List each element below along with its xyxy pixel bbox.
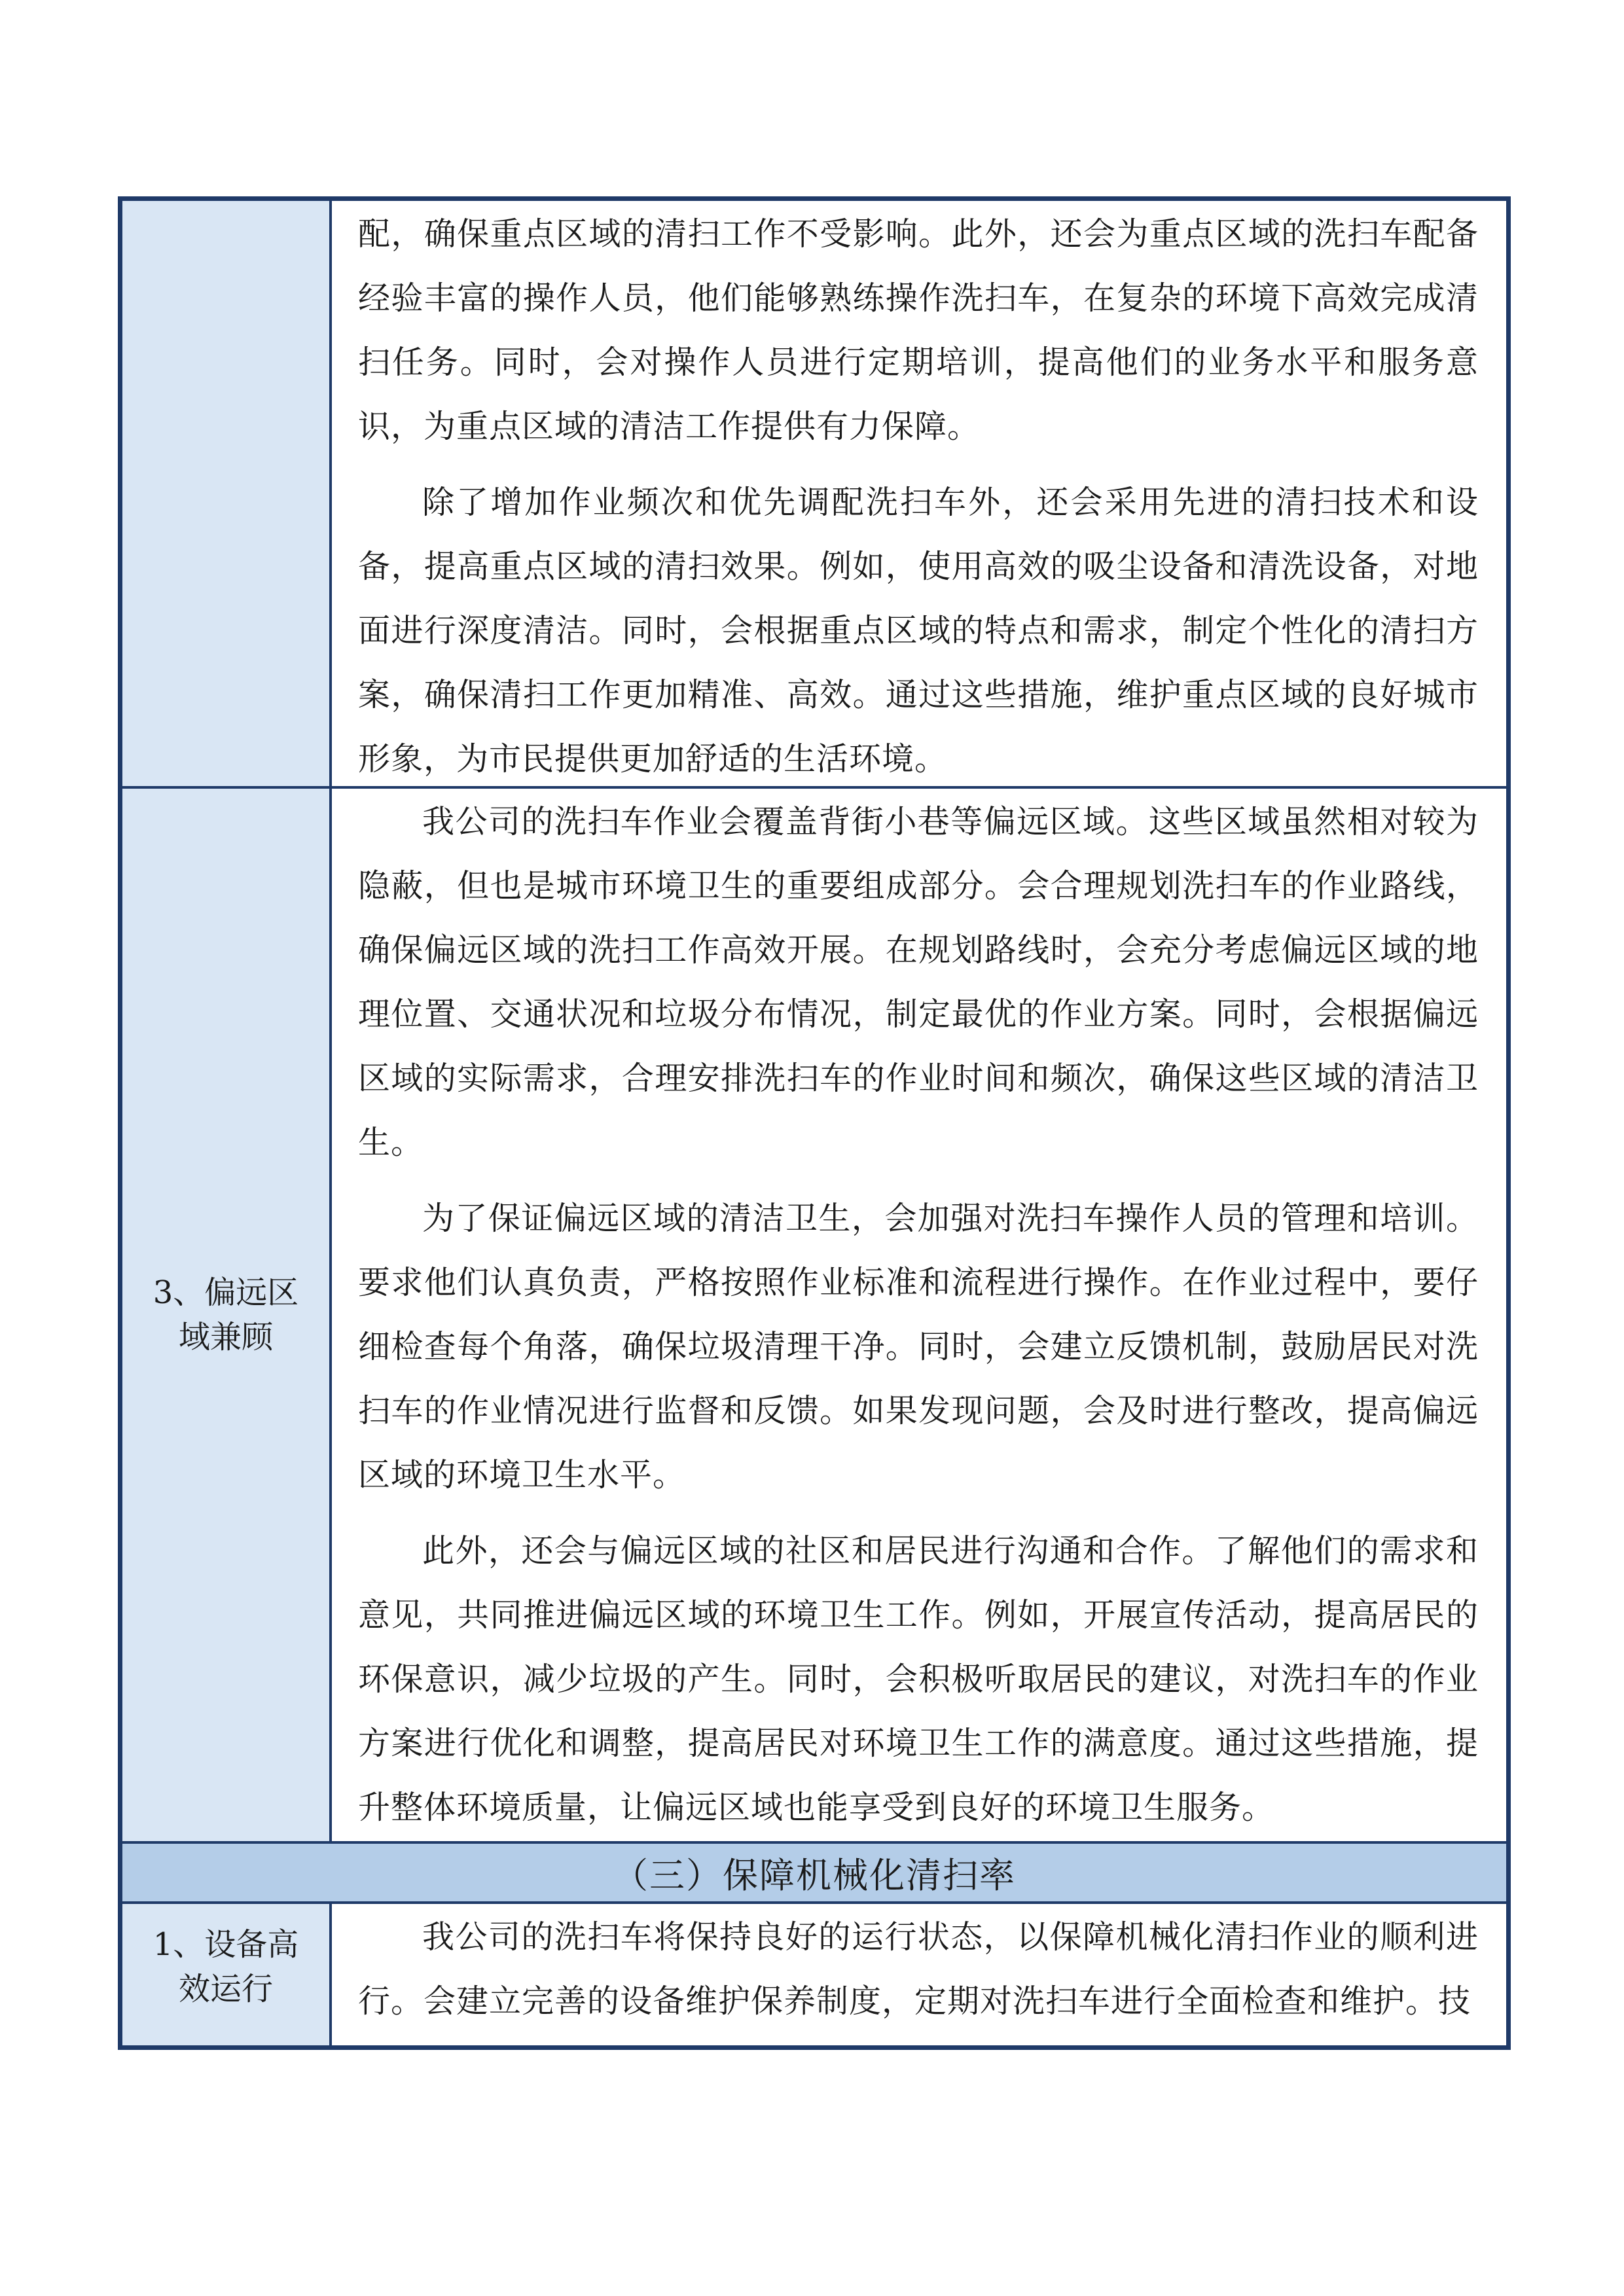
paragraph: 除了增加作业频次和优先调配洗扫车外，还会采用先进的清扫技术和设备，提高重点区域的清扫效果。例如，使用高效的吸尘设备和清洗设备，对地面进行深度清洁。同时，会根据重点区域的特点和需求，制定个性化的清扫方案，确保清扫工作更加精准、高效。通过这些措施，维护重点区域的良好城市形象，为市民提供更加舒适的生活环境。 — [358, 484, 1479, 778]
row-label: 1、设备高效运行 — [153, 1926, 299, 2007]
paragraph: 此外，还会与偏远区域的社区和居民进行沟通和合作。了解他们的需求和意见，共同推进偏远区域的环境卫生工作。例如，开展宣传活动，提高居民的环保意识，减少垃圾的产生。同时，会积极听取居民的建议，对洗扫车的作业方案进行优化和调整，提高居民对环境卫生工作的满意度。通过这些措施，提升整体环境质量，让偏远区域也能享受到良好的环境卫生服务。 — [358, 1532, 1479, 1826]
section-title: （三）保障机械化清扫率 — [613, 1854, 1016, 1896]
row-content-cell — [332, 201, 1506, 786]
table-row-remote-areas — [122, 789, 1506, 1844]
section-heading-row — [122, 1844, 1506, 1904]
paragraph: 我公司的洗扫车作业会覆盖背街小巷等偏远区域。这些区域虽然相对较为隐蔽，但也是城市环境卫生的重要组成部分。会合理规划洗扫车的作业路线，确保偏远区域的洗扫工作高效开展。在规划路线时，会充分考虑偏远区域的地理位置、交通状况和垃圾分布情况，制定最优的作业方案。同时，会根据偏远区域的实际需求，合理安排洗扫车的作业时间和频次，确保这些区域的清洁卫生。 — [358, 803, 1479, 1161]
row-label-cell — [122, 789, 332, 1841]
table-row-equipment — [122, 1904, 1506, 2045]
row-label-cell — [122, 1904, 332, 2045]
paragraph: 配，确保重点区域的清扫工作不受影响。此外，还会为重点区域的洗扫车配备经验丰富的操作人员，他们能够熟练操作洗扫车，在复杂的环境下高效完成清扫任务。同时，会对操作人员进行定期培训，提高他们的业务水平和服务意识，为重点区域的清洁工作提供有力保障。 — [358, 215, 1479, 445]
row-label-cell — [122, 201, 332, 786]
table-row-continuation — [122, 201, 1506, 789]
paragraph: 我公司的洗扫车将保持良好的运行状态，以保障机械化清扫作业的顺利进行。会建立完善的设备维护保养制度，定期对洗扫车进行全面检查和维护。技 — [358, 1918, 1479, 2020]
content-table — [118, 196, 1511, 2050]
row-content-cell — [332, 1904, 1506, 2045]
row-label: 3、偏远区域兼顾 — [153, 1274, 299, 1355]
paragraph: 为了保证偏远区域的清洁卫生，会加强对洗扫车操作人员的管理和培训。要求他们认真负责，严格按照作业标准和流程进行操作。在作业过程中，要仔细检查每个角落，确保垃圾清理干净。同时，会建立反馈机制，鼓励居民对洗扫车的作业情况进行监督和反馈。如果发现问题，会及时进行整改，提高偏远区域的环境卫生水平。 — [358, 1200, 1479, 1494]
row-content-cell — [332, 789, 1506, 1841]
